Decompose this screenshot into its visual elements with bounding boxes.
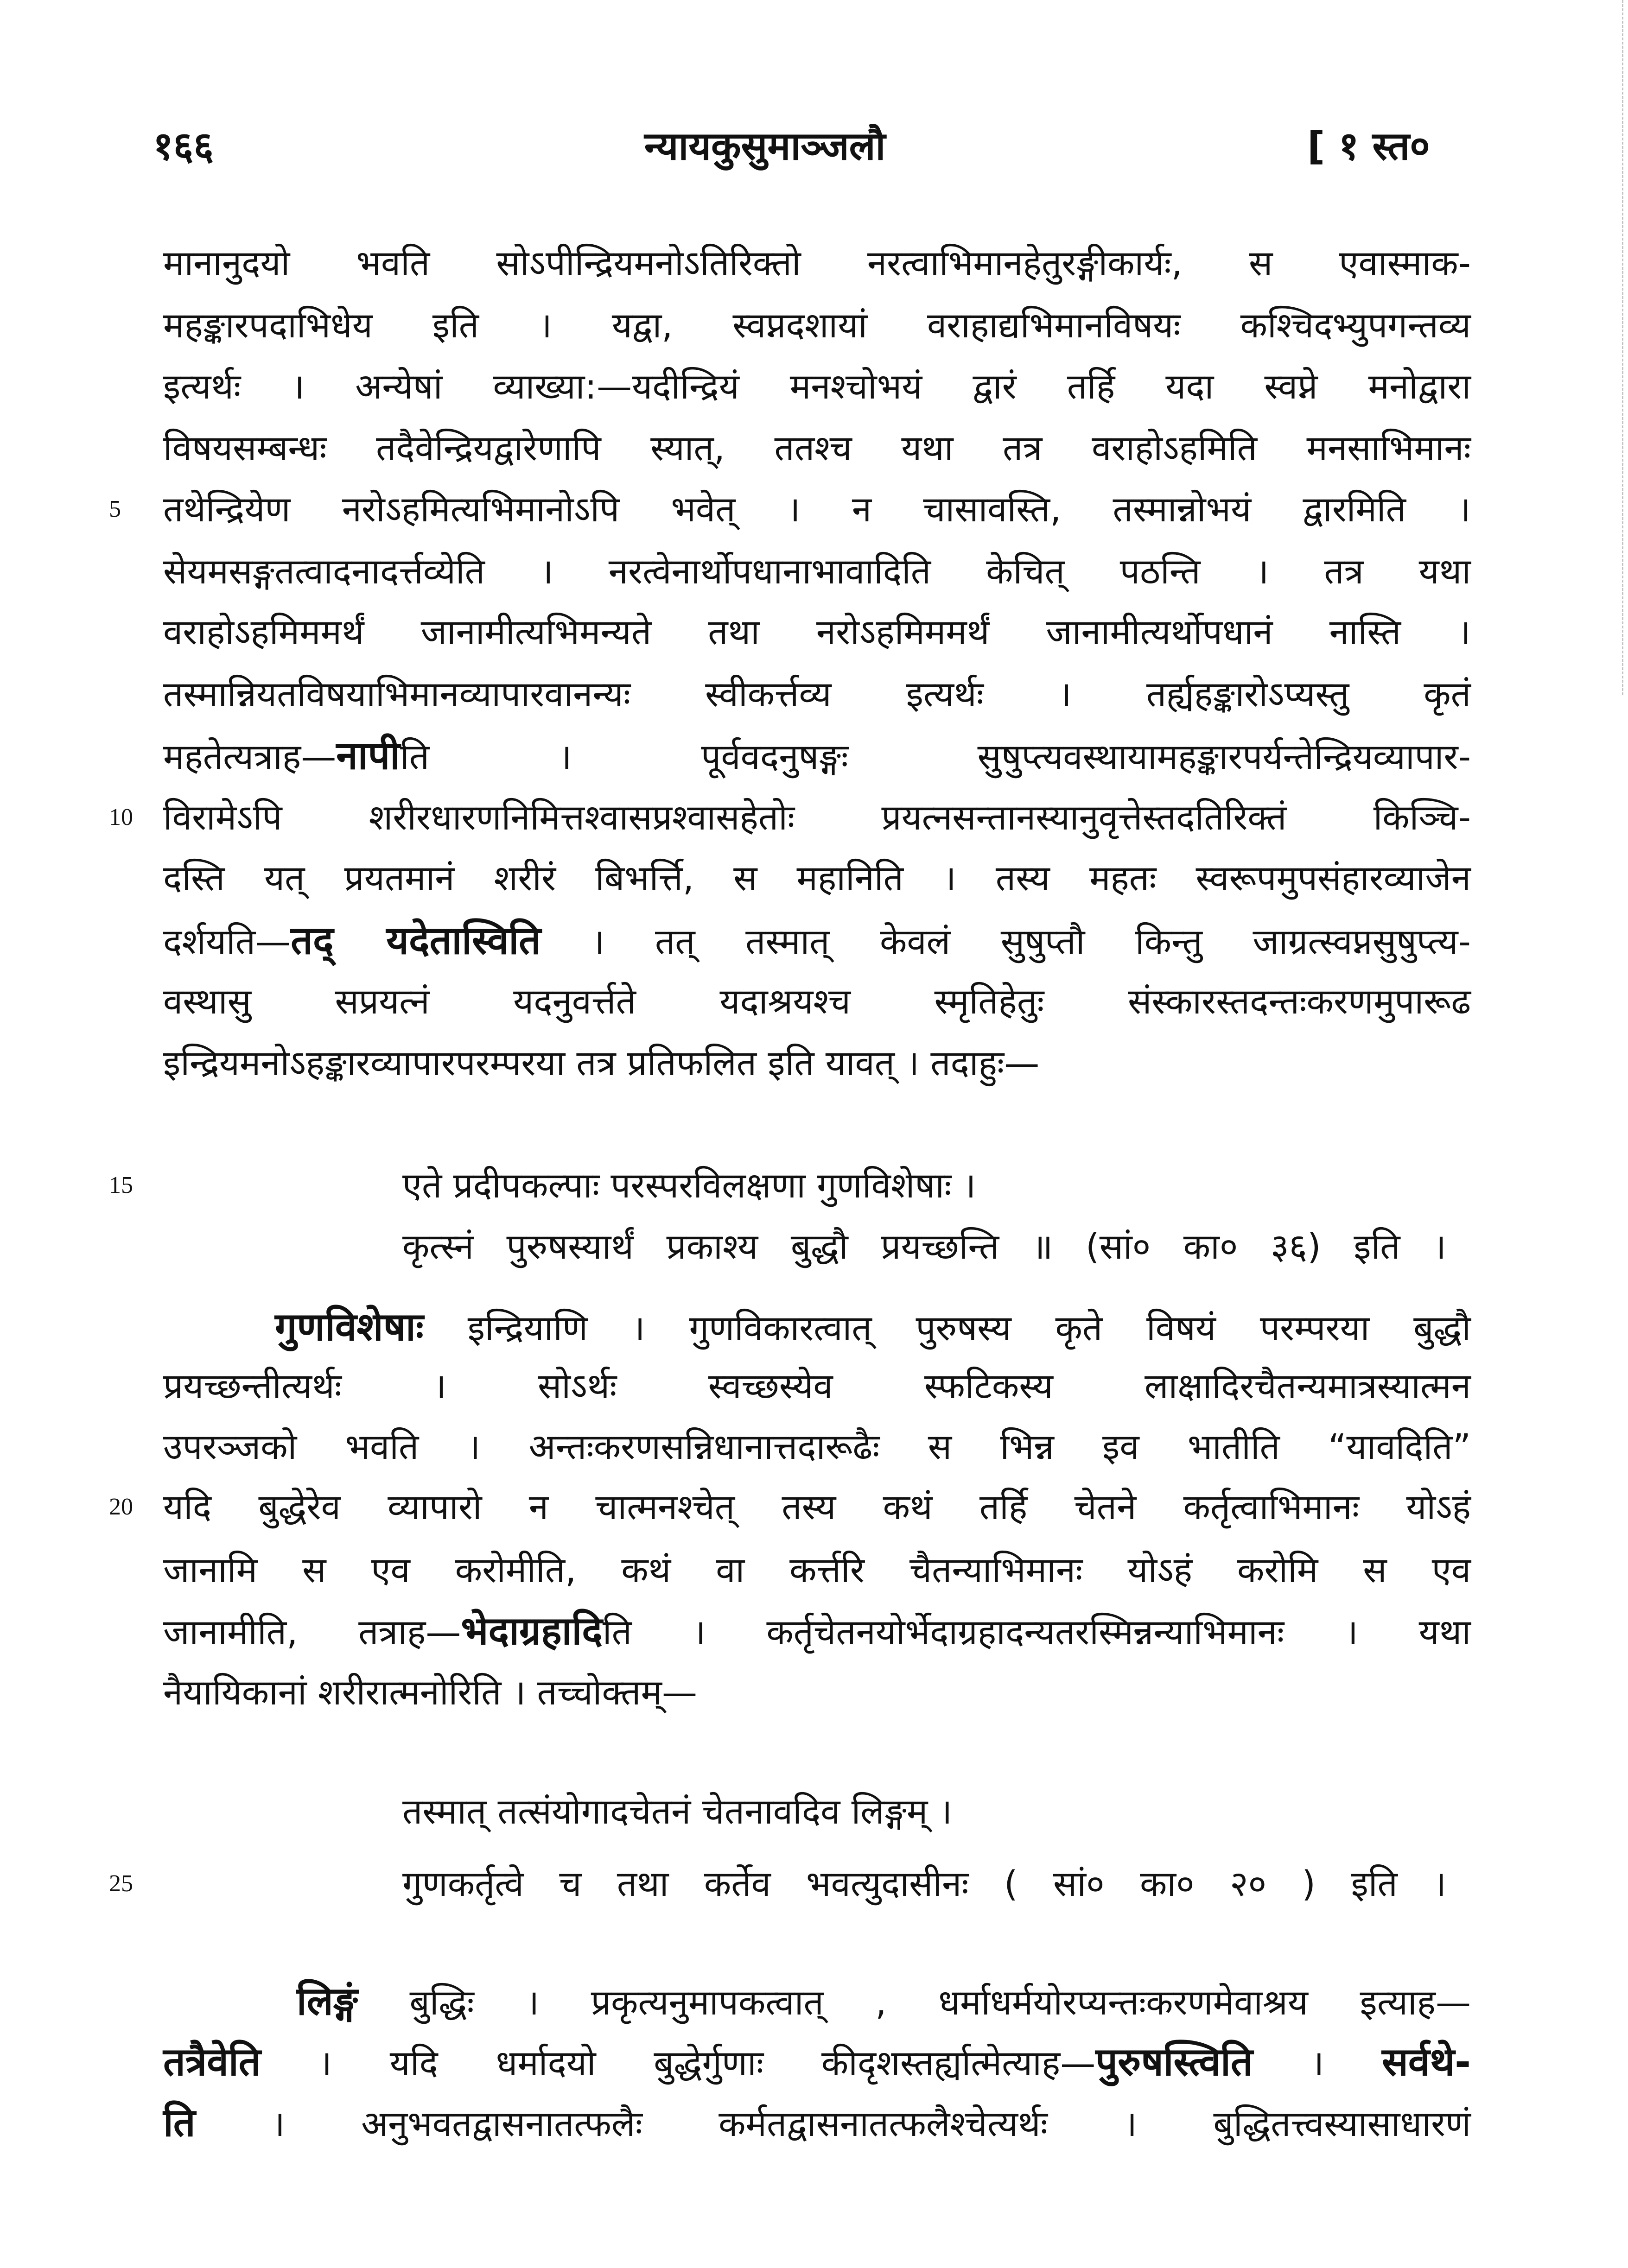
- text-segment: सेयमसङ्गतत्वादनादर्त्तव्येति । नरत्वेनार्थोपधानाभावादिति केचित् पठन्ति । तत्र यथा: [163, 551, 1471, 592]
- text-line: [163, 602, 1471, 663]
- line-number: 25: [109, 1870, 133, 1897]
- text-segment: वराहोऽहमिममर्थं जानामीत्यभिमन्यते तथा नरोऽहमिममर्थं जानामीत्यर्थोपधानं नास्ति ।: [163, 611, 1471, 653]
- text-line: [163, 1539, 1471, 1601]
- text-line: [163, 479, 1471, 540]
- bold-term: तत्रैवेति: [163, 2039, 261, 2084]
- text-line: [275, 1296, 1471, 1357]
- text-segment: तस्मान्नियतविषयाभिमानव्यापारवानन्यः स्वीकर्त्तव्य इत्यर्थः । तर्ह्यहङ्कारोऽप्यस्तु कृतं: [163, 673, 1471, 715]
- text-segment: तथेन्द्रियेण नरोऽहमित्यभिमानोऽपि भवेत् । न चासावस्ति, तस्मान्नोभयं द्वारमिति ।: [163, 488, 1471, 530]
- text-segment: वस्थासु सप्रयत्नं यदनुवर्त्तते यदाश्रयश्च स्मृतिहेतुः संस्कारस्तदन्तःकरणमुपारूढ: [163, 981, 1471, 1022]
- bold-term: नापी: [336, 733, 401, 778]
- text-segment: इत्यर्थः । अन्येषां व्याख्या:—यदीन्द्रियं मनश्चोभयं द्वारं तर्हि यदा स्वप्ने मनोद्वारा: [163, 366, 1471, 407]
- text-segment: गुणकर्तृत्वे च तथा कर्तेव भवत्युदासीनः ( सां० का० २० ) इति ।: [402, 1863, 1446, 1904]
- text-line: [402, 1216, 1446, 1277]
- text-segment: ।: [1253, 2042, 1382, 2084]
- text-line: [163, 1476, 1471, 1538]
- text-line: [402, 1155, 1446, 1216]
- bold-term: ति: [163, 2100, 196, 2145]
- text-segment: इन्द्रियाणि । गुणविकारत्वात् पुरुषस्य कृते विषयं परम्परया बुद्धौ: [423, 1307, 1471, 1349]
- text-segment: मानानुदयो भवति सोऽपीन्द्रियमनोऽतिरिक्तो नरत्वाभिमानहेतुरङ्गीकार्यः, स एवास्माक-: [163, 242, 1471, 284]
- text-line: [163, 2031, 1471, 2092]
- text-segment: ति । पूर्ववदनुषङ्गः सुषुप्त्यवस्थायामहङ्कारपर्यन्तेन्द्रियव्यापार-: [400, 736, 1471, 777]
- text-segment: जानामीति, तत्राह—: [163, 1611, 461, 1653]
- text-line: [163, 541, 1471, 602]
- text-segment: । तत् तस्मात् केवलं सुषुप्तौ किन्तु जाग्रत्स्वप्नसुषुप्त्य-: [541, 921, 1471, 962]
- bold-term: पुरुषस्त्विति: [1095, 2039, 1253, 2084]
- text-segment: बुद्धिः । प्रकृत्यनुमापकत्वात् , धर्माधर्मयोरप्यन्तःकरणमेवाश्रय इत्याह—: [357, 1982, 1471, 2023]
- text-segment: तस्मात् तत्संयोगादचेतनं चेतनावदिव लिङ्गम् ।: [402, 1791, 953, 1832]
- text-line: [402, 1781, 1446, 1842]
- text-segment: । यदि धर्मादयो बुद्धेर्गुणाः कीदृशस्तर्ह्यात्मेत्याह—: [261, 2042, 1096, 2084]
- text-line: [163, 1033, 1471, 1094]
- text-segment: । अनुभवतद्वासनातत्फलैः कर्मतद्वासनातत्फलैश्चेत्यर्थः । बुद्धितत्त्वस्यासाधारणं: [195, 2103, 1471, 2144]
- page-number: १६६: [153, 123, 214, 169]
- text-line: [297, 1970, 1471, 2032]
- text-segment: महतेत्यत्राह—: [163, 736, 337, 777]
- text-line: [163, 848, 1471, 909]
- text-segment: विषयसम्बन्धः तदैवेन्द्रियद्वारेणापि स्यात्, ततश्च यथा तत्र वराहोऽहमिति मनसाभिमानः: [163, 427, 1471, 469]
- bold-term: लिङ्गं: [297, 1978, 358, 2024]
- section-marker: [ १ स्त०: [1307, 123, 1430, 169]
- text-segment: यदि बुद्धेरेव व्यापारो न चात्मनश्चेत् तस्य कथं तर्हि चेतने कर्तृत्वाभिमानः योऽहं: [163, 1486, 1471, 1527]
- text-segment: प्रयच्छन्तीत्यर्थः । सोऽर्थः स्वच्छस्येव स्फटिकस्य लाक्षादिरचैतन्यमात्रस्यात्मन: [163, 1365, 1471, 1406]
- text-line: [163, 1662, 1471, 1723]
- text-segment: दस्ति यत् प्रयतमानं शरीरं बिभर्त्ति, स महानिति । तस्य महतः स्वरूपमुपसंहारव्याजेन: [163, 857, 1471, 899]
- text-line: [163, 295, 1471, 356]
- text-segment: उपरञ्जको भवति । अन्तःकरणसन्निधानात्तदारूढैः स भिन्न इव भातीति “यावदिति”: [163, 1426, 1471, 1467]
- line-number: 5: [109, 496, 121, 522]
- line-number: 10: [109, 804, 133, 830]
- text-line: [163, 233, 1471, 294]
- text-line: [402, 1853, 1446, 1914]
- bold-term: तद् यदेतास्विति: [291, 918, 541, 963]
- text-segment: ति । कर्तृचेतनयोर्भेदाग्रहादन्यतरस्मिन्नन्याभिमानः । यथा: [602, 1611, 1471, 1653]
- text-line: [163, 910, 1471, 971]
- text-segment: महङ्कारपदाभिधेय इति । यद्वा, स्वप्नदशायां वराहाद्यभिमानविषयः कश्चिदभ्युपगन्तव्य: [163, 304, 1471, 346]
- text-segment: कृत्स्नं पुरुषस्यार्थं प्रकाश्य बुद्धौ प्रयच्छन्ति ॥ (सां० का० ३६) इति ।: [402, 1226, 1446, 1267]
- bold-term: सर्वथे-: [1381, 2039, 1471, 2084]
- text-line: [163, 1416, 1471, 1477]
- text-line: [163, 971, 1471, 1032]
- page-edge: [1622, 0, 1628, 695]
- text-segment: विरामेऽपि शरीरधारणनिमित्तश्वासप्रश्वासहेतोः प्रयत्नसन्तानस्यानुवृत्तेस्तदतिरिक्तं किञ्चि-: [163, 797, 1471, 838]
- text-line: [163, 1356, 1471, 1417]
- text-segment: नैयायिकानां शरीरात्मनोरिति । तच्चोक्तम्—: [163, 1672, 697, 1713]
- text-line: [163, 725, 1471, 786]
- text-segment: इन्द्रियमनोऽहङ्कारव्यापारपरम्परया तत्र प्रतिफलित इति यावत् । तदाहुः—: [163, 1042, 1040, 1083]
- text-line: [163, 1600, 1471, 1661]
- text-line: [163, 664, 1471, 725]
- bold-term: गुणविशेषाः: [275, 1304, 424, 1349]
- text-line: [163, 2092, 1471, 2153]
- bold-term: भेदाग्रहादि: [461, 1608, 603, 1653]
- line-number: 15: [109, 1172, 133, 1198]
- text-line: [163, 356, 1471, 417]
- text-segment: एते प्रदीपकल्पाः परस्परविलक्षणा गुणविशेषाः ।: [402, 1165, 976, 1206]
- line-number: 20: [109, 1494, 133, 1520]
- text-line: [163, 418, 1471, 479]
- running-title: न्यायकुसुमाञ्जलौ: [644, 123, 886, 169]
- text-segment: जानामि स एव करोमीति, कथं वा कर्त्तरि चैतन्याभिमानः योऽहं करोमि स एव: [163, 1549, 1471, 1590]
- text-line: [163, 787, 1471, 848]
- text-segment: दर्शयति—: [163, 921, 291, 962]
